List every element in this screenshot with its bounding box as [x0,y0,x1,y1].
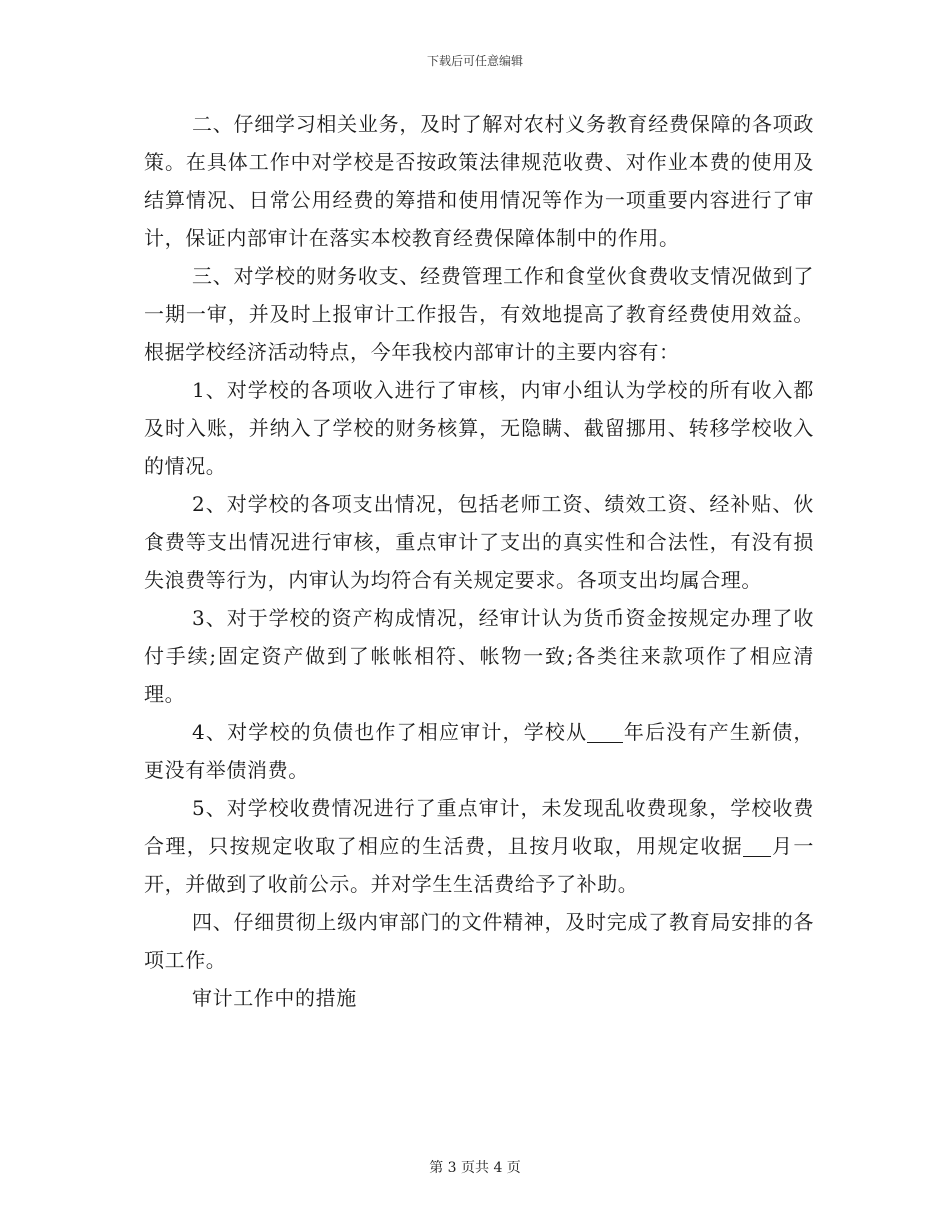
paragraph-directives: 四、仔细贯彻上级内审部门的文件精神，及时完成了教育局安排的各项工作。 [144,910,814,972]
page-header: 下载后可任意编辑 [426,54,523,68]
fee-text-before: 5、对学校收费情况进行了重点审计，未发现乱收费现象，学校收费合理，只按规定收取了相应的生活费，且按月收取，用规定收据 [144,796,814,858]
debt-text-after: 年后没有产生新债，更没有举债消费。 [144,720,815,782]
paragraph-expense-audit: 2、对学校的各项支出情况，包括老师工资、绩效工资、经补贴、伙食费等支出情况进行审核，重点审计了支出的真实性和合法性，有没有损失浪费等行为，内审认为均符合有关规定要求。各项支出均属合理。 [144,492,814,592]
document-body [144,105,814,1017]
debt-text-before: 4、对学校的负债也作了相应审计，学校从 [192,720,588,744]
paragraph-income-audit: 1、对学校的各项收入进行了审核，内审小组认为学校的所有收入都及时入账，并纳入了学校的财务核算，无隐瞒、截留挪用、转移学校收入的情况。 [144,378,814,478]
paragraph-audit-cycle: 三、对学校的财务收支、经费管理工作和食堂伙食费收支情况做到了一期一审，并及时上报审计工作报告，有效地提高了教育经费使用效益。根据学校经济活动特点，今年我校内部审计的主要内容有： [144,264,814,364]
paragraph-asset-audit: 3、对于学校的资产构成情况，经审计认为货币资金按规定办理了收付手续;固定资产做到了帐帐相符、帐物一致;各类往来款项作了相应清理。 [144,606,814,706]
paragraph-policy-study: 二、仔细学习相关业务，及时了解对农村义务教育经费保障的各项政策。在具体工作中对学校是否按政策法律规范收费、对作业本费的使用及结算情况、日常公用经费的筹措和使用情况等作为一项重要内容进行了审计，保证内部审计在落实本校教育经费保障体制中的作用。 [144,112,814,250]
year-blank [587,720,623,743]
paragraph-fee-audit [144,789,814,903]
paragraph-debt-audit [144,713,814,789]
fee-text-after: 月一开，并做到了收前公示。并对学生生活费给予了补助。 [144,834,814,896]
receipt-blank [743,834,771,857]
page-number: 第 3 页共 4 页 [429,1160,521,1176]
section-heading-measures: 审计工作中的措施 [192,986,357,1010]
